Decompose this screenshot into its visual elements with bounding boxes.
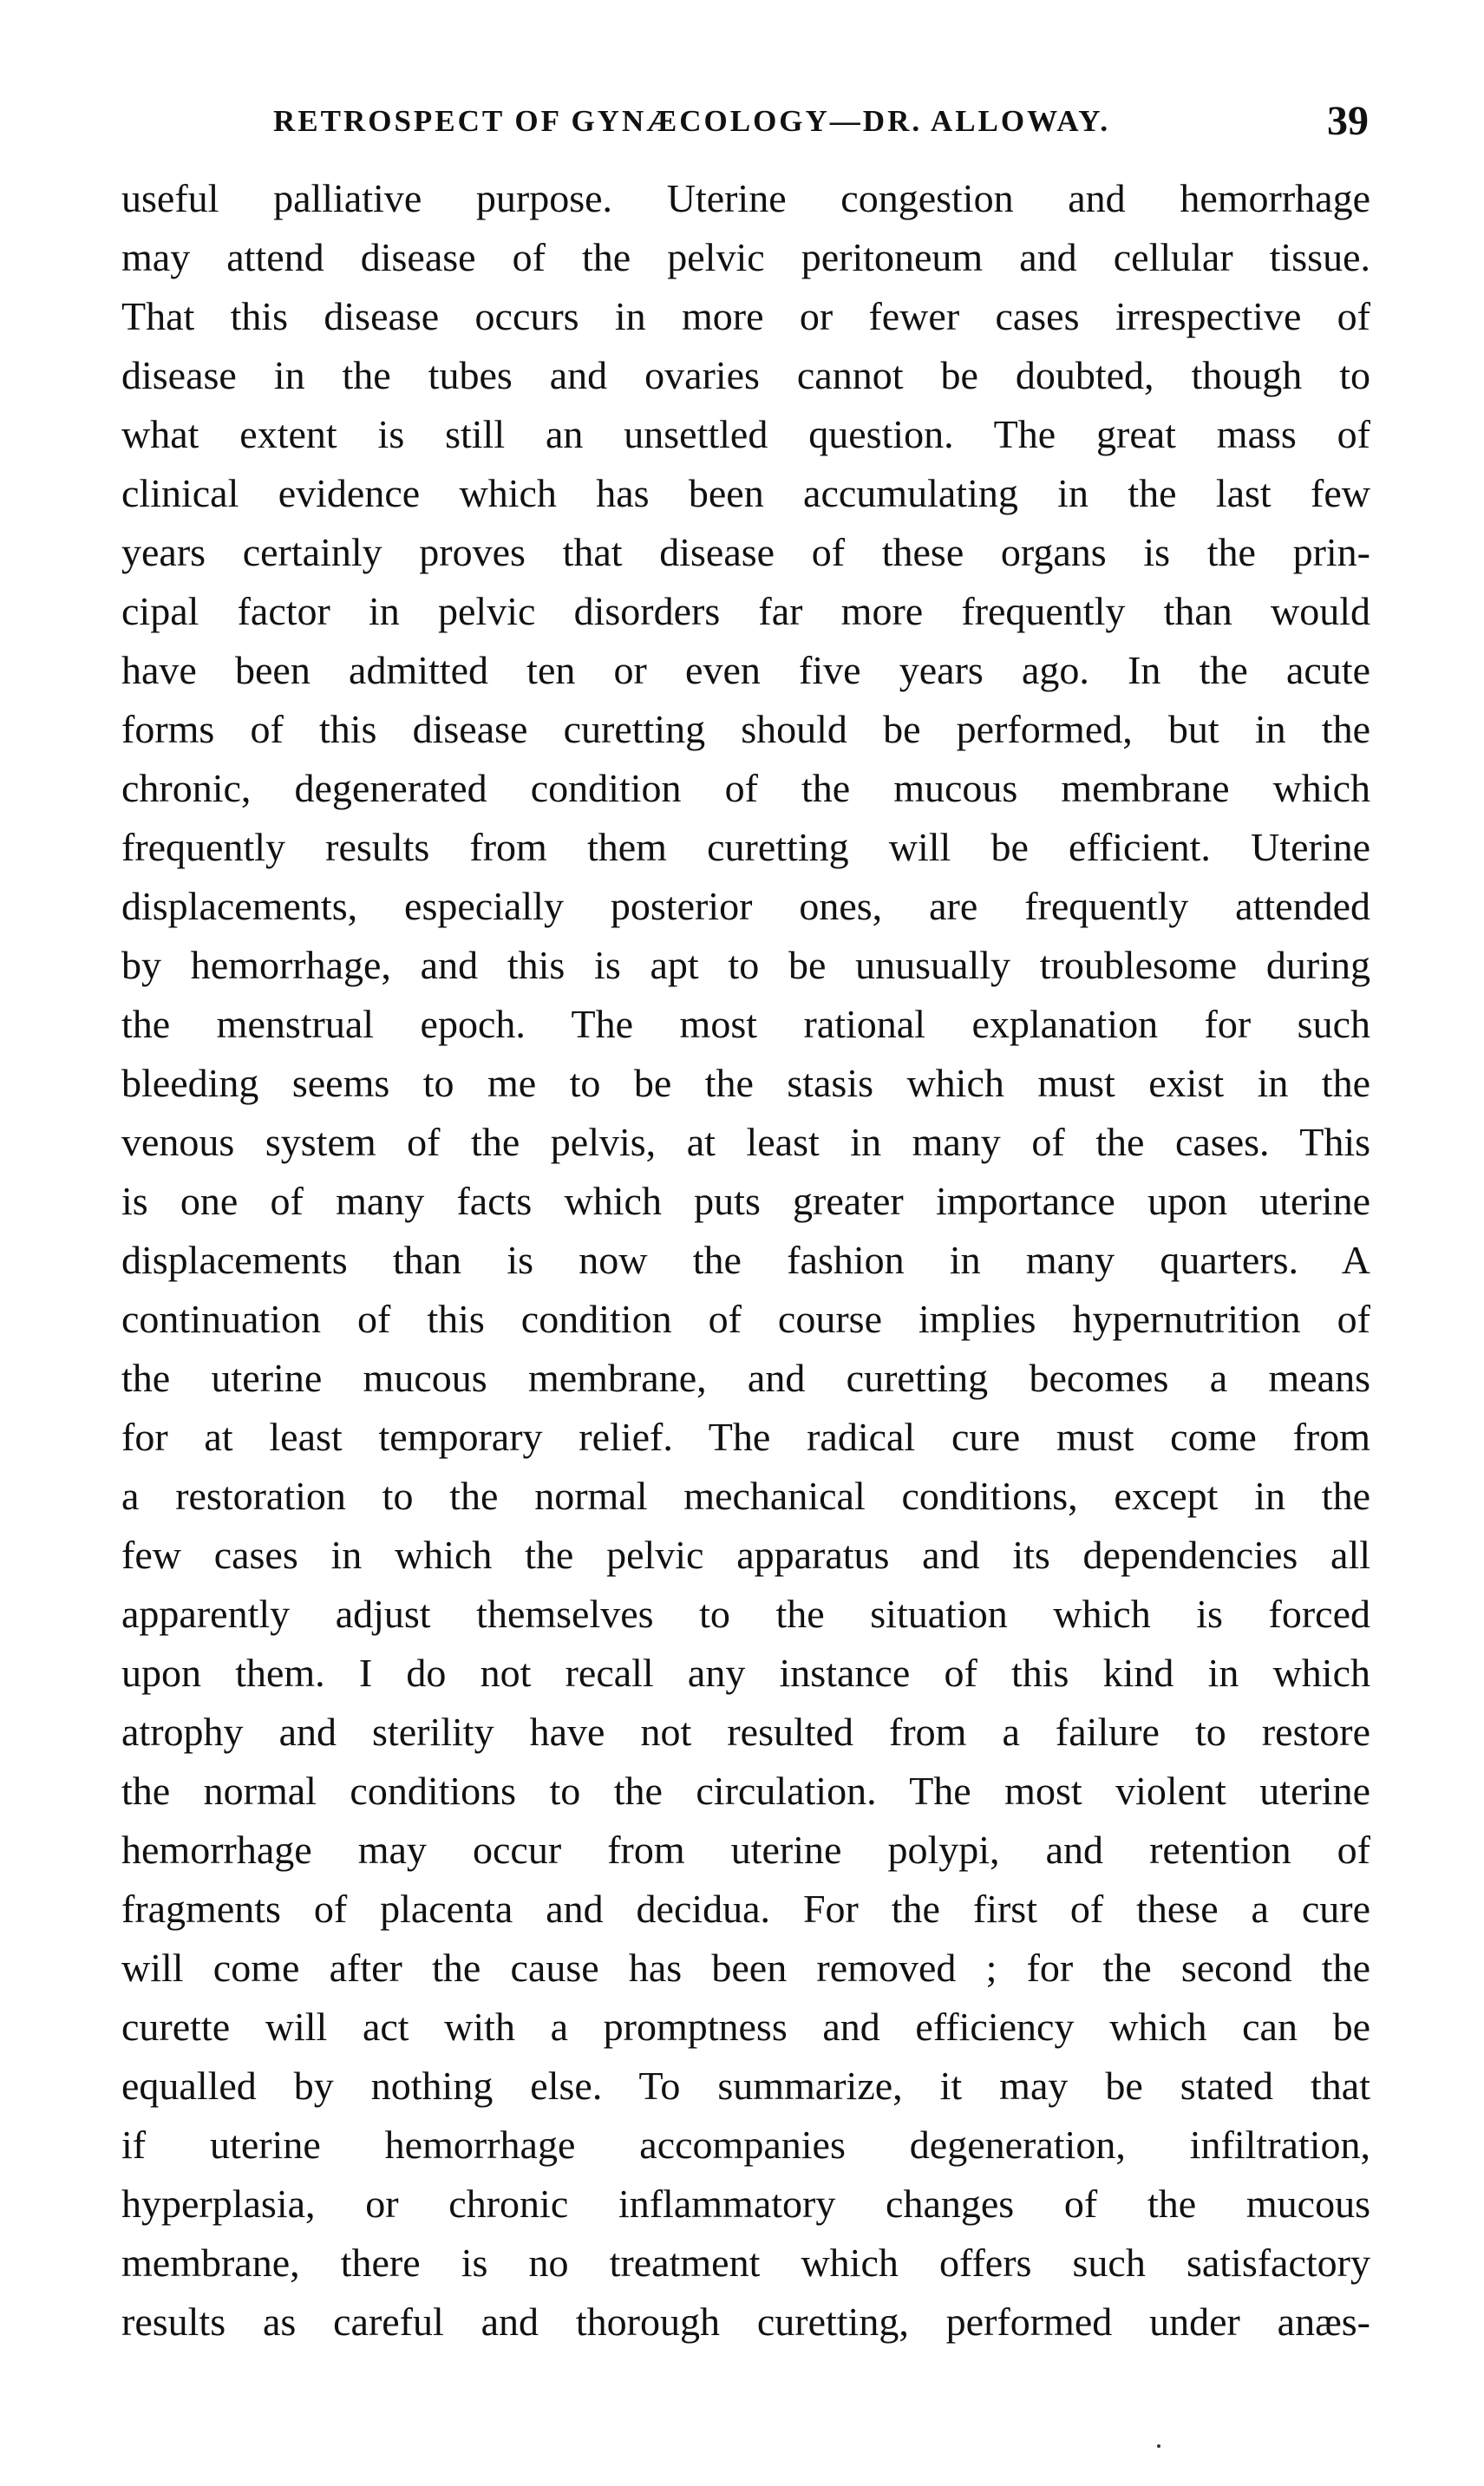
text-line: by hemorrhage, and this is apt to be unusually troublesome during	[121, 943, 1370, 987]
text-line: results as careful and thorough curetting, performed under anæs-	[121, 2300, 1370, 2344]
text-line: what extent is still an unsettled question. The great mass of	[121, 412, 1370, 456]
text-line: for at least temporary relief. The radical cure must come from	[121, 1415, 1370, 1459]
text-line: is one of many facts which puts greater importance upon uterine	[121, 1179, 1370, 1223]
text-line: forms of this disease curetting should be performed, but in the	[121, 707, 1370, 751]
text-line: upon them. I do not recall any instance of this kind in which	[121, 1651, 1370, 1695]
text-line: curette will act with a promptness and efficiency which can be	[121, 2005, 1370, 2049]
print-speck	[1157, 2444, 1160, 2448]
text-line: fragments of placenta and decidua. For the first of these a cure	[121, 1887, 1370, 1931]
text-line: displacements, especially posterior ones, are frequently attended	[121, 884, 1370, 928]
text-line: have been admitted ten or even five years ago. In the acute	[121, 648, 1370, 692]
text-line: may attend disease of the pelvic peritoneum and cellular tissue.	[121, 235, 1370, 279]
text-line: continuation of this condition of course implies hypernutrition of	[121, 1297, 1370, 1341]
text-line: the menstrual epoch. The most rational explanation for such	[121, 1002, 1370, 1046]
text-line: equalled by nothing else. To summarize, it may be stated that	[121, 2064, 1370, 2108]
text-line: apparently adjust themselves to the situation which is forced	[121, 1592, 1370, 1636]
text-line: venous system of the pelvis, at least in many of the cases. This	[121, 1120, 1370, 1164]
text-line: a restoration to the normal mechanical conditions, except in the	[121, 1474, 1370, 1518]
text-line: bleeding seems to me to be the stasis which must exist in the	[121, 1061, 1370, 1105]
text-line: displacements than is now the fashion in many quarters. A	[121, 1238, 1370, 1282]
page-number: 39	[1327, 98, 1369, 144]
text-line: few cases in which the pelvic apparatus and its dependencies all	[121, 1533, 1370, 1577]
text-line: clinical evidence which has been accumulating in the last few	[121, 471, 1370, 515]
text-line: years certainly proves that disease of these organs is the prin-	[121, 530, 1370, 574]
page-header	[121, 97, 1370, 153]
running-head: RETROSPECT OF GYNÆCOLOGY—DR. ALLOWAY.	[273, 104, 1111, 138]
text-line: if uterine hemorrhage accompanies degeneration, infiltration,	[121, 2123, 1370, 2167]
text-line: membrane, there is no treatment which offers such satisfactory	[121, 2241, 1370, 2285]
text-line: the uterine mucous membrane, and curetting becomes a means	[121, 1356, 1370, 1400]
text-line: cipal factor in pelvic disorders far more frequently than would	[121, 589, 1370, 633]
body-text	[121, 169, 1370, 2352]
text-line: hyperplasia, or chronic inflammatory changes of the mucous	[121, 2182, 1370, 2226]
text-line: frequently results from them curetting will be efficient. Uterine	[121, 825, 1370, 869]
text-line: useful palliative purpose. Uterine congestion and hemorrhage	[121, 176, 1370, 220]
text-line: will come after the cause has been removed ; for the second the	[121, 1946, 1370, 1990]
text-line: hemorrhage may occur from uterine polypi, and retention of	[121, 1828, 1370, 1872]
text-line: disease in the tubes and ovaries cannot be doubted, though to	[121, 353, 1370, 397]
text-line: atrophy and sterility have not resulted from a failure to restore	[121, 1710, 1370, 1754]
text-line: the normal conditions to the circulation. The most violent uterine	[121, 1769, 1370, 1813]
text-line: chronic, degenerated condition of the mucous membrane which	[121, 766, 1370, 810]
text-line: That this disease occurs in more or fewer cases irrespective of	[121, 294, 1370, 338]
